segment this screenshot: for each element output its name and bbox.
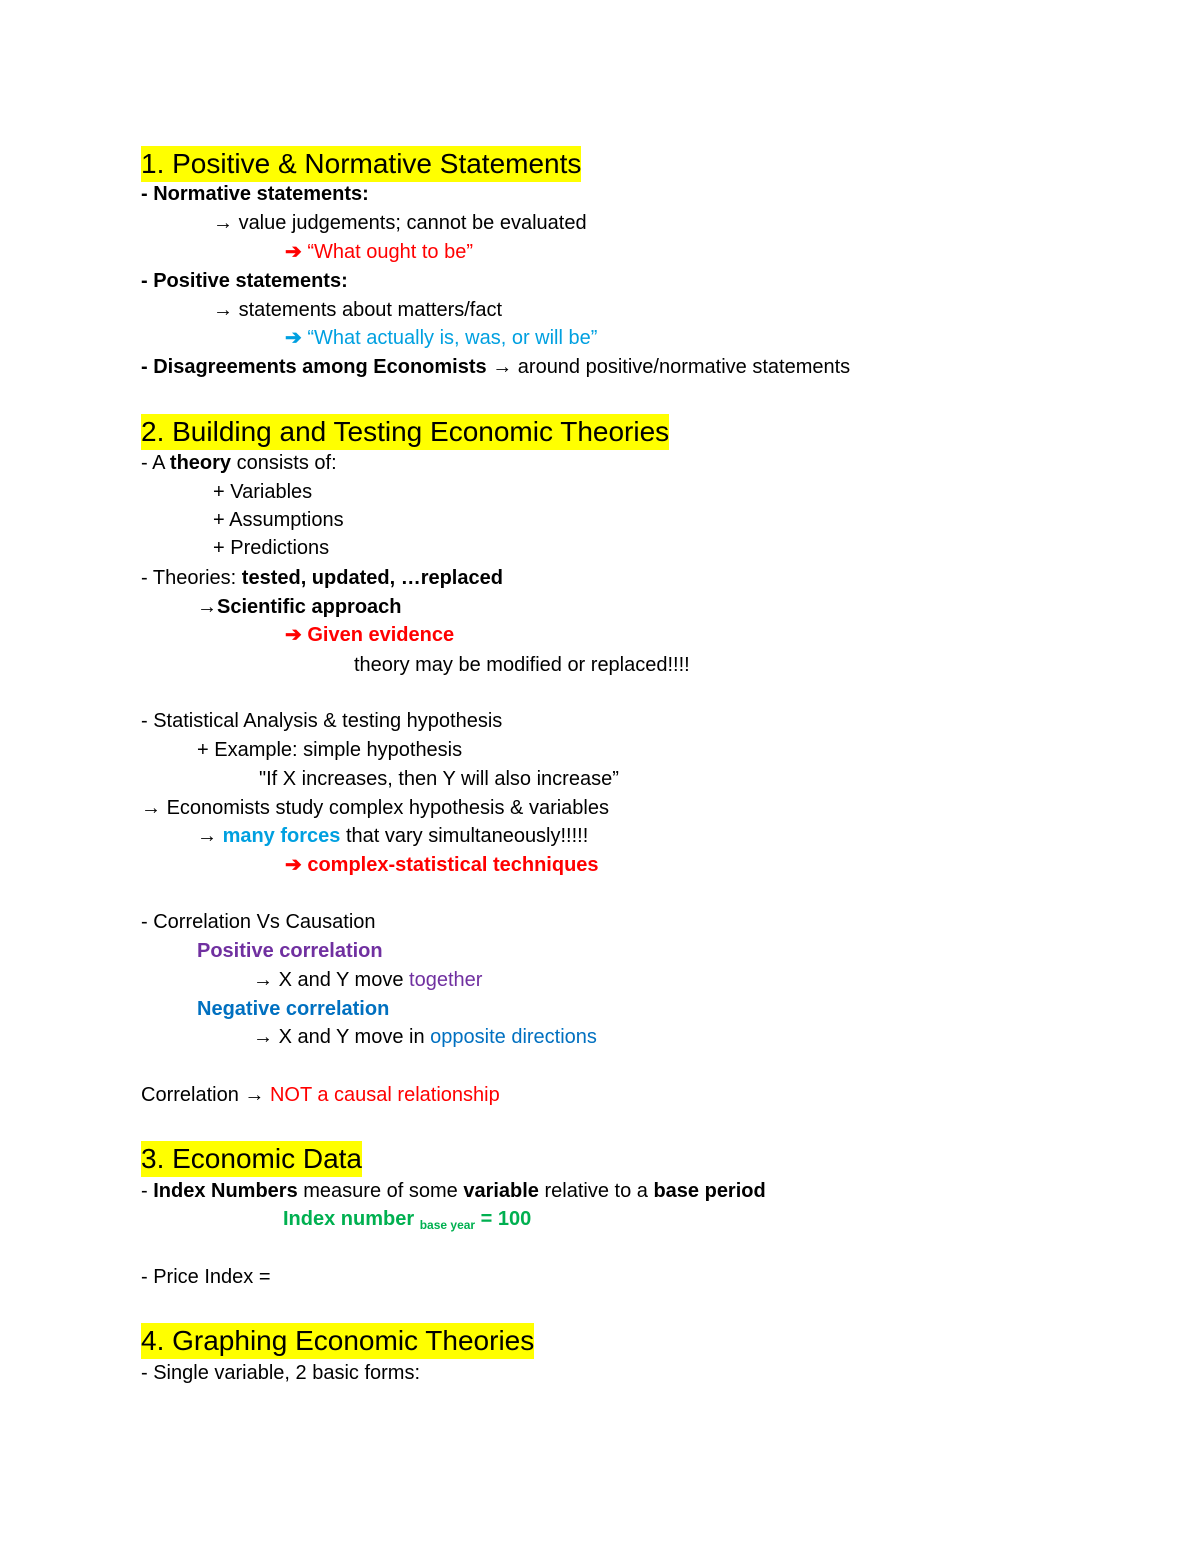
scientific-approach: Scientific approach [217, 596, 402, 618]
scientific-line [197, 593, 402, 621]
theory-post: consists of: [231, 452, 337, 474]
heading-section-1: 1. Positive & Normative Statements [141, 146, 581, 182]
normative-label-text: - Normative statements: [141, 183, 369, 205]
neg-word: opposite directions [430, 1026, 597, 1048]
negative-correlation-desc [253, 1023, 597, 1051]
complex-text: Economists study complex hypothesis & variables [166, 797, 609, 819]
arrow-bold-icon: ➔ [285, 327, 302, 349]
correlation-heading: - Correlation Vs Causation [141, 911, 376, 933]
theories-bold: tested, updated, …replaced [241, 567, 503, 589]
list-item: + Predictions [213, 537, 330, 559]
correlation-label: Correlation [141, 1084, 245, 1106]
arrow-right-icon: → [213, 212, 233, 234]
positive-label [141, 267, 348, 295]
arrow-bold-icon: ➔ [285, 854, 302, 876]
correlation-summary [141, 1081, 500, 1109]
positive-quote-line [285, 324, 597, 352]
price-index: - Price Index = [141, 1266, 271, 1288]
theory-pre: - A [141, 452, 170, 474]
theory-bold: theory [169, 452, 232, 474]
disagreements-line [141, 353, 850, 381]
arrow-right-icon: → [244, 1084, 265, 1106]
positive-desc: statements about matters/fact [238, 299, 503, 321]
index-bold: Index Numbers [153, 1180, 298, 1202]
techniques-line [285, 851, 599, 879]
normative-label [141, 180, 369, 208]
complex-line [141, 794, 609, 822]
given-evidence: Given evidence [307, 624, 455, 646]
variable-bold: variable [463, 1180, 539, 1202]
normative-desc-line [213, 209, 587, 237]
normative-quote-line [285, 238, 473, 266]
arrow-right-icon: → [213, 299, 233, 321]
formula-post: = 100 [475, 1208, 532, 1230]
negative-correlation: Negative correlation [197, 998, 390, 1020]
pos-pre: X and Y move [278, 969, 410, 991]
formula-pre: Index number [283, 1208, 420, 1230]
theories-line [141, 564, 503, 592]
arrow-right-icon: → [253, 1026, 273, 1048]
positive-correlation: Positive correlation [197, 940, 383, 962]
index-formula [283, 1205, 531, 1239]
list-item: + Variables [213, 481, 313, 503]
heading-section-4: 4. Graphing Economic Theories [141, 1323, 534, 1359]
formula-sub: base year [419, 1218, 476, 1232]
list-item: + Assumptions [213, 509, 344, 531]
normative-quote: “What ought to be” [307, 241, 473, 263]
not-causal: NOT a causal relationship [269, 1084, 500, 1106]
arrow-right-icon: → [492, 356, 513, 378]
pos-word: together [409, 969, 483, 991]
many-forces-line [197, 822, 588, 850]
neg-pre: X and Y move in [278, 1026, 431, 1048]
positive-correlation-desc [253, 966, 482, 994]
base-bold: base period [653, 1180, 766, 1202]
example-line: + Example: simple hypothesis [197, 739, 463, 761]
disagreements-desc: around positive/normative statements [517, 356, 851, 378]
positive-quote: “What actually is, was, or will be” [307, 327, 598, 349]
arrow-right-icon: → [197, 596, 217, 618]
arrow-bold-icon: ➔ [285, 241, 302, 263]
positive-desc-line [213, 296, 502, 324]
many-forces: many forces [222, 825, 341, 847]
statistical-line: - Statistical Analysis & testing hypothesis [141, 710, 503, 732]
theory-line [141, 449, 337, 477]
hypothesis-quote: "If X increases, then Y will also increase” [259, 768, 619, 790]
theories-pre: - Theories: [141, 567, 242, 589]
arrow-right-icon: → [197, 825, 217, 847]
normative-desc: value judgements; cannot be evaluated [238, 212, 587, 234]
arrow-right-icon: → [141, 797, 161, 819]
arrow-right-icon: → [253, 969, 273, 991]
single-variable-line: - Single variable, 2 basic forms: [141, 1362, 421, 1384]
dash: - [141, 1180, 154, 1202]
modified-line: theory may be modified or replaced!!!! [354, 654, 690, 676]
index-numbers-line [141, 1177, 766, 1205]
disagreements-label: - Disagreements among Economists [141, 356, 487, 378]
index-mid1: measure of some [297, 1180, 464, 1202]
heading-section-3: 3. Economic Data [141, 1141, 362, 1177]
arrow-bold-icon: ➔ [285, 624, 302, 646]
index-mid2: relative to a [538, 1180, 654, 1202]
given-evidence-line [285, 621, 454, 649]
positive-label-text: - Positive statements: [141, 270, 348, 292]
techniques: complex-statistical techniques [307, 854, 599, 876]
many-forces-post: that vary simultaneously!!!!! [340, 825, 589, 847]
heading-section-2: 2. Building and Testing Economic Theories [141, 414, 669, 450]
